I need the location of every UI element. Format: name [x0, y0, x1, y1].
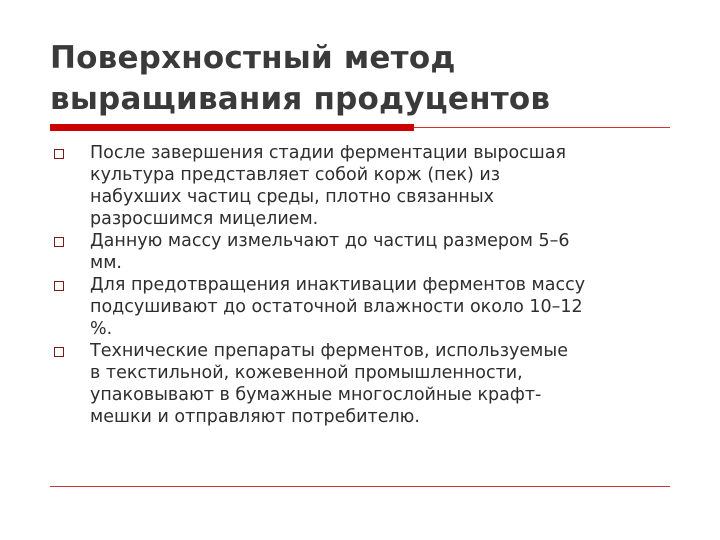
bullet-text-line: Технические препараты ферментов, используемые: [90, 341, 568, 361]
hollow-square-bullet-icon: [54, 281, 64, 291]
bullet-text-line: После завершения стадии ферментации выросшая: [90, 143, 567, 163]
hollow-square-bullet-icon: [54, 149, 64, 159]
bullet-item: [50, 274, 670, 340]
bullet-text-line: набухших частиц среды, плотно связанных: [90, 187, 495, 207]
bullet-text-line: Данную массу измельчают до частиц размером 5–6: [90, 231, 570, 251]
bullet-text-line: в текстильной, кожевенной промышленности,: [90, 363, 523, 383]
title-line: Поверхностный метод: [50, 40, 456, 76]
bullet-text-line: разросшимся мицелием.: [90, 209, 319, 229]
bullet-item: [50, 142, 670, 230]
bullet-text-line: мм.: [90, 253, 122, 273]
bullet-text-line: культура представляет собой корж (пек) из: [90, 165, 501, 185]
slide-title: [50, 38, 690, 120]
bullet-text-line: %.: [90, 319, 113, 339]
title-line: выращивания продуцентов: [50, 81, 551, 117]
bullet-text-line: мешки и отправляют потребителю.: [90, 407, 420, 427]
bullet-list: [50, 142, 670, 428]
bullet-text-line: подсушивают до остаточной влажности около 10–12: [90, 297, 583, 317]
bullet-item: [50, 230, 670, 274]
bullet-text-line: упаковывают в бумажные многослойные крафт-: [90, 385, 542, 405]
hollow-square-bullet-icon: [54, 237, 64, 247]
bullet-item: [50, 340, 670, 428]
hollow-square-bullet-icon: [54, 347, 64, 357]
bullet-text-line: Для предотвращения инактивации ферментов массу: [90, 275, 586, 295]
footer-divider-line: [50, 486, 670, 487]
title-accent-bar: [50, 124, 414, 131]
